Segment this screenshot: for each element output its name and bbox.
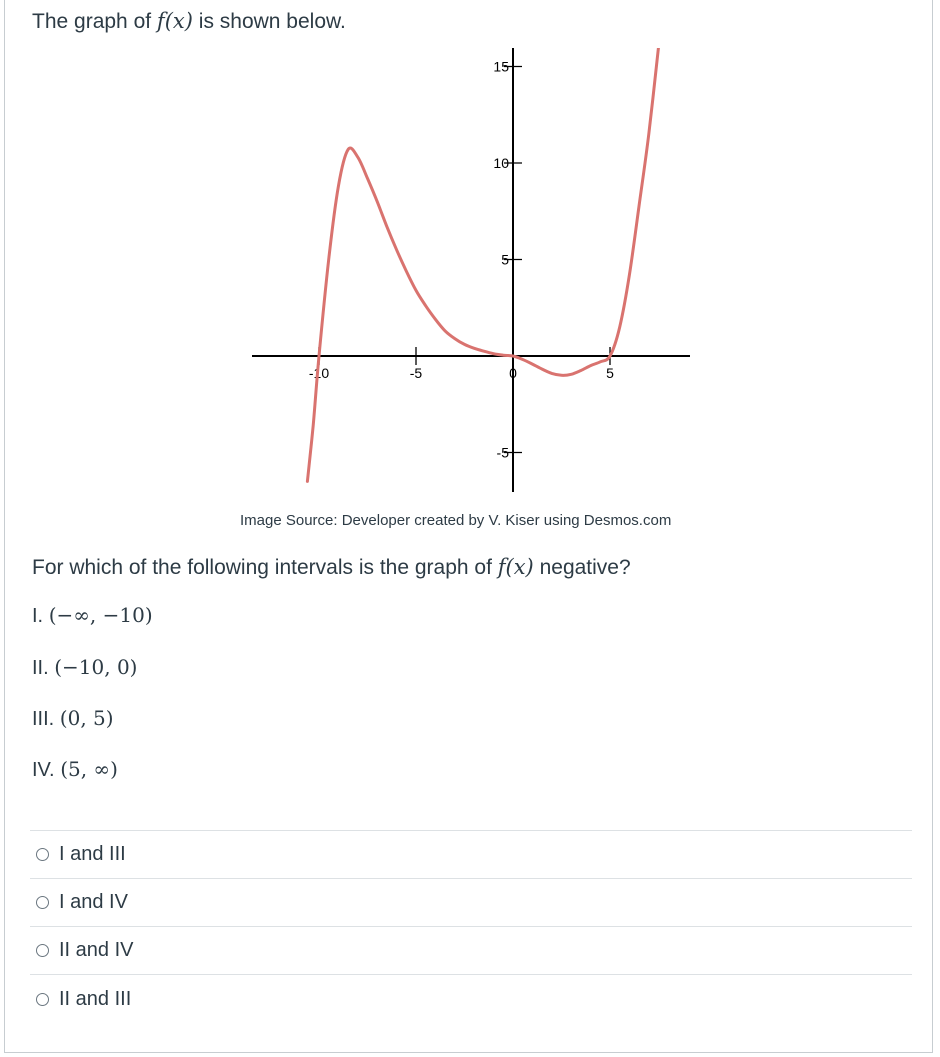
- y-tick-label: -5: [496, 444, 509, 461]
- prompt-text: The graph of f(x) is shown below.: [32, 9, 346, 33]
- answer-choice[interactable]: [30, 974, 912, 1024]
- y-tick-label: 5: [501, 251, 509, 268]
- answer-choices: [30, 830, 912, 1024]
- curve-f-of-x: [307, 48, 658, 481]
- image-source-caption: Image Source: Developer created by V. Kiser using Desmos.com: [240, 512, 672, 529]
- x-tick-label: -10: [308, 365, 330, 381]
- radio-button[interactable]: [36, 896, 49, 909]
- radio-button[interactable]: [36, 944, 49, 957]
- interval-option-2: II. (−10, 0): [32, 655, 138, 679]
- y-tick-label: 10: [493, 155, 509, 171]
- answer-choice[interactable]: [30, 926, 912, 974]
- answer-choice[interactable]: [30, 878, 912, 926]
- answer-label: I and III: [59, 843, 126, 865]
- function-notation: f(x): [156, 9, 193, 33]
- radio-button[interactable]: [36, 993, 49, 1006]
- interval-option-4: IV. (5, ∞): [32, 757, 118, 781]
- function-graph: [240, 48, 700, 498]
- y-tick-label: 15: [493, 58, 509, 75]
- x-tick-label: -5: [409, 365, 423, 381]
- radio-button[interactable]: [36, 848, 49, 861]
- answer-choice[interactable]: [30, 830, 912, 878]
- interval-option-3: III. (0, 5): [32, 706, 114, 730]
- x-tick-label: 0: [509, 365, 517, 381]
- answer-label: II and IV: [59, 939, 134, 961]
- answer-label: II and III: [59, 988, 132, 1010]
- function-notation: f(x): [497, 555, 534, 579]
- question-text: For which of the following intervals is the graph of f(x) negative?: [32, 555, 631, 579]
- interval-option-1: I. (−∞, −10): [32, 603, 153, 627]
- x-tick-label: 5: [606, 365, 614, 381]
- answer-label: I and IV: [59, 891, 128, 913]
